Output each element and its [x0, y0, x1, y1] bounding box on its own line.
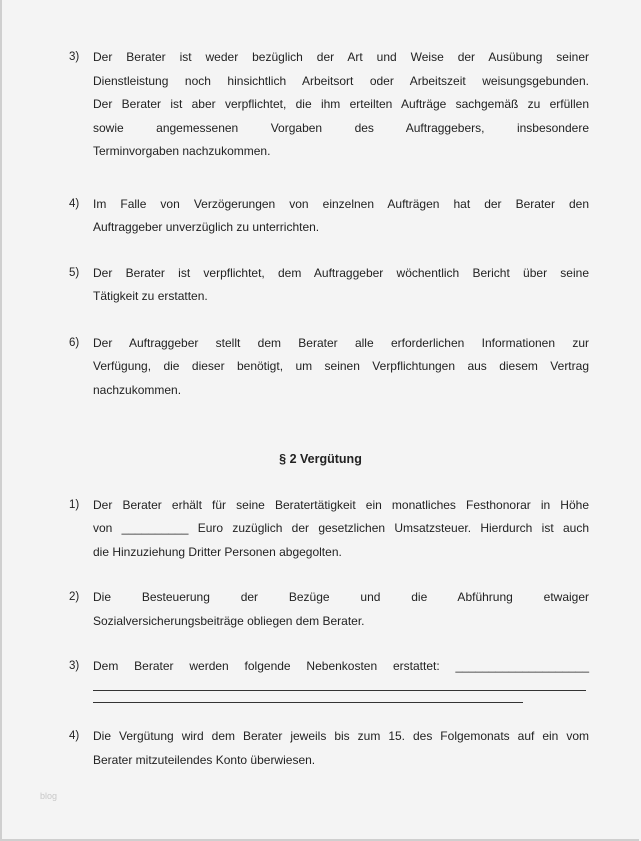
text-line: Die Besteuerung der Bezüge und die Abführung etwaiger [93, 590, 589, 604]
clause-number: 4) [69, 730, 80, 742]
clause-number: 3) [69, 660, 80, 672]
verguetung-clause-1 [69, 494, 589, 565]
text-line: Die Vergütung wird dem Berater jeweils bis zum 15. des Folgemonats auf ein vom [93, 729, 589, 743]
section-heading: § 2 Vergütung [279, 452, 362, 466]
clause-number: 5) [69, 266, 80, 279]
text-line: sowie angemessenen Vorgaben des Auftraggebers, insbesondere [93, 120, 589, 135]
text-line: Der Berater ist weder bezüglich der Art und Weise der Ausübung seiner [93, 50, 589, 64]
clause-number: 3) [69, 51, 80, 63]
clause-number: 2) [69, 591, 80, 603]
clause-6 [69, 332, 589, 403]
clause-3 [69, 46, 589, 164]
text-line: Auftraggeber unverzüglich zu unterrichten. [93, 220, 320, 234]
text-line: Im Falle von Verzögerungen von einzelnen Aufträgen hat der Berater den [93, 196, 589, 211]
text-line: nachzukommen. [93, 382, 182, 397]
text-line: Verfügung, die dieser benötigt, um seinen Verpflichtungen aus diesem Vertrag [93, 359, 589, 373]
text-line: Der Auftraggeber stellt dem Berater alle erforderlichen Informationen zur [93, 335, 589, 350]
text-line: Terminvorgaben nachzukommen. [93, 144, 271, 158]
clause-5 [69, 262, 589, 309]
text-line: Der Berater erhält für seine Beratertätigkeit ein monatliches Festhonorar in Höhe [93, 497, 589, 512]
clause-number: 4) [69, 197, 80, 210]
text-line: Dienstleistung noch hinsichtlich Arbeitsort oder Arbeitszeit weisungsgebunden. [93, 73, 589, 88]
text-line: Tätigkeit zu erstatten. [93, 289, 208, 303]
text-line: Berater mitzuteilendes Konto überwiesen. [93, 752, 316, 767]
text-line: von __________ Euro zuzüglich der gesetzlichen Umsatzsteuer. Hierdurch ist auch [93, 521, 589, 535]
clause-number: 6) [69, 336, 80, 349]
verguetung-clause-2 [69, 586, 589, 633]
verguetung-clause-4 [69, 725, 589, 812]
clause-number: 1) [69, 498, 80, 511]
clause-4 [69, 193, 589, 240]
document-body [69, 0, 589, 812]
text-line: Dem Berater werden folgende Nebenkosten erstattet: ____________________ [93, 659, 589, 673]
text-line: Sozialversicherungsbeiträge obliegen dem Berater. [93, 613, 365, 628]
text-line: Der Berater ist aber verpflichtet, die ihm erteilten Aufträge sachgemäß zu erfüllen [93, 97, 589, 111]
text-line: die Hinzuziehung Dritter Personen abgegolten. [93, 544, 342, 559]
verguetung-clause-3 [69, 655, 589, 703]
text-line: Der Berater ist verpflichtet, dem Auftraggeber wöchentlich Bericht über seine [93, 265, 589, 280]
blank-fill-line [93, 702, 523, 703]
blank-fill-line [93, 690, 586, 691]
watermark: blog [40, 791, 58, 801]
